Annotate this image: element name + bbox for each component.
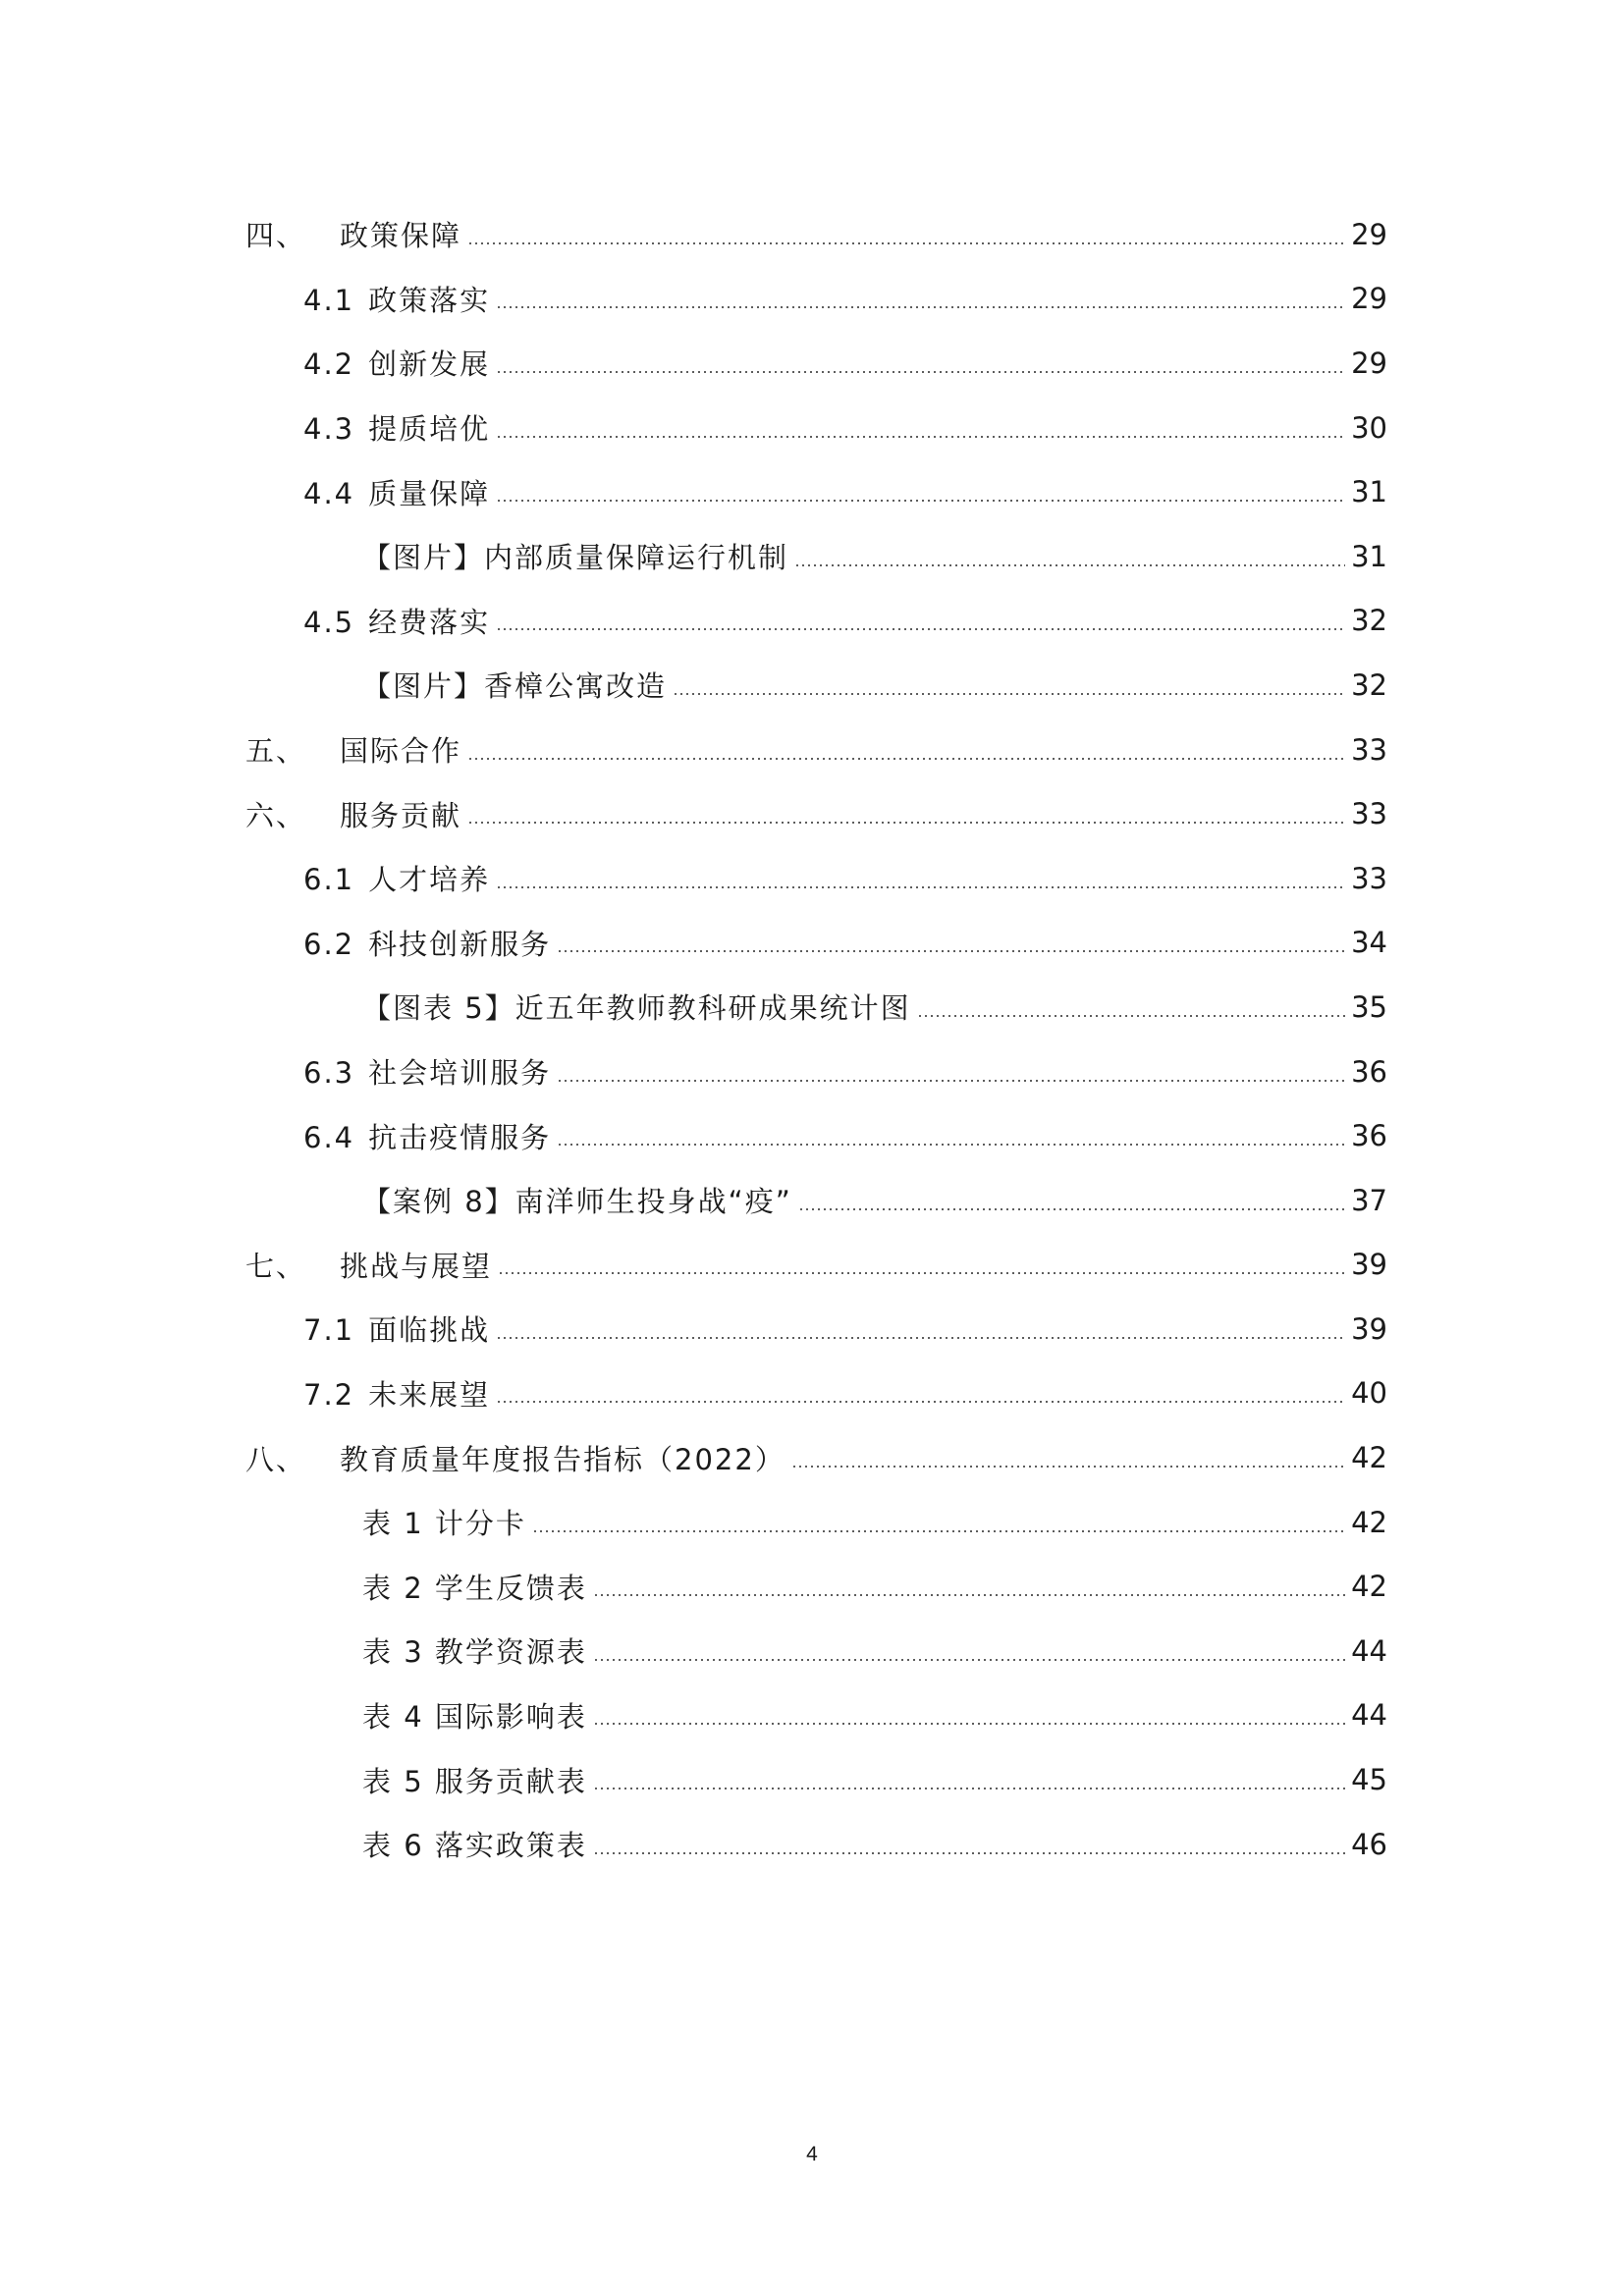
toc-entry-title: 学生反馈表	[434, 1571, 587, 1605]
toc-entry-page: 40	[1351, 1376, 1387, 1411]
toc-entry-title: 【图片】内部质量保障运行机制	[362, 541, 789, 575]
toc-entry[interactable]	[0, 1040, 1624, 1104]
toc-entry[interactable]	[0, 331, 1624, 396]
toc-entry-title: 教育质量年度报告指标（2022）	[340, 1442, 785, 1476]
toc-entry-label	[303, 1116, 551, 1156]
toc-dot-leader	[496, 436, 1345, 438]
toc-entry-number: 八、	[245, 1442, 307, 1476]
toc-entry-number: 4.5	[303, 605, 355, 639]
toc-entry-page: 33	[1351, 797, 1387, 831]
toc-entry-number: 4.1	[303, 283, 355, 317]
toc-entry-label	[362, 1180, 792, 1220]
toc-entry-title: 创新发展	[368, 347, 491, 382]
toc-entry-page: 30	[1351, 410, 1387, 445]
toc-entry[interactable]	[0, 1812, 1624, 1877]
toc-entry-title: 【图片】香樟公寓改造	[362, 669, 668, 704]
toc-dot-leader	[496, 500, 1345, 502]
toc-dot-leader	[496, 306, 1345, 308]
toc-entry-page: 31	[1351, 475, 1387, 509]
toc-entry[interactable]	[0, 1233, 1624, 1298]
toc-entry-label	[362, 1502, 526, 1542]
toc-entry-label	[303, 1373, 490, 1414]
toc-dot-leader	[791, 1466, 1345, 1468]
toc-dot-leader	[496, 1337, 1345, 1339]
toc-entry-number: 表 4	[362, 1699, 424, 1734]
toc-entry-label	[362, 536, 788, 576]
toc-entry-label	[303, 858, 490, 898]
toc-entry-number: 五、	[245, 734, 307, 769]
toc-entry[interactable]	[0, 1297, 1624, 1362]
toc-entry-title: 教学资源表	[434, 1635, 587, 1670]
toc-entry-page: 29	[1351, 282, 1387, 316]
toc-entry-page: 33	[1351, 861, 1387, 895]
toc-entry-number: 4.3	[303, 412, 355, 447]
toc-dot-leader	[496, 628, 1345, 630]
toc-entry-title: 国际合作	[340, 734, 462, 769]
toc-entry-page: 36	[1351, 1054, 1387, 1089]
toc-entry-page: 29	[1351, 217, 1387, 251]
toc-dot-leader	[593, 1659, 1345, 1661]
toc-entry[interactable]	[0, 781, 1624, 846]
toc-entry[interactable]	[0, 1619, 1624, 1683]
toc-entry[interactable]	[0, 459, 1624, 524]
toc-dot-leader	[467, 758, 1345, 760]
toc-dot-leader	[557, 1144, 1345, 1146]
toc-entry-title: 科技创新服务	[368, 927, 552, 961]
toc-entry-title: 挑战与展望	[340, 1249, 493, 1283]
toc-entry[interactable]	[0, 1425, 1624, 1490]
toc-entry[interactable]	[0, 718, 1624, 782]
toc-entry-number: 6.2	[303, 927, 355, 961]
toc-entry-title: 落实政策表	[434, 1829, 587, 1863]
toc-entry[interactable]	[0, 846, 1624, 911]
toc-entry-title: 质量保障	[368, 476, 491, 510]
toc-entry-label	[245, 794, 461, 834]
toc-entry-label	[303, 1051, 551, 1092]
toc-entry-title: 政策保障	[340, 219, 462, 253]
toc-entry-label	[303, 472, 490, 512]
toc-dot-leader	[467, 242, 1345, 244]
toc-entry[interactable]	[0, 975, 1624, 1040]
toc-entry-number: 6.1	[303, 863, 355, 897]
toc-entry-number: 六、	[245, 798, 307, 832]
toc-entry[interactable]	[0, 1554, 1624, 1619]
toc-entry-number: 表 5	[362, 1764, 424, 1798]
toc-entry-label	[362, 1630, 587, 1671]
toc-entry-page: 36	[1351, 1119, 1387, 1153]
toc-entry-title: 抗击疫情服务	[368, 1120, 552, 1154]
toc-entry[interactable]	[0, 1168, 1624, 1233]
toc-entry-title: 【案例 8】南洋师生投身战“疫”	[362, 1185, 792, 1219]
toc-entry-title: 提质培优	[368, 412, 491, 447]
toc-entry-page: 32	[1351, 667, 1387, 702]
toc-entry-title: 未来展望	[368, 1377, 491, 1412]
toc-dot-leader	[593, 1723, 1345, 1725]
toc-dot-leader	[467, 822, 1345, 824]
toc-entry-page: 35	[1351, 989, 1387, 1024]
toc-dot-leader	[798, 1208, 1345, 1210]
toc-entry-number: 7.1	[303, 1313, 355, 1348]
toc-entry[interactable]	[0, 1490, 1624, 1555]
toc-entry-label	[245, 1245, 492, 1285]
toc-entry[interactable]	[0, 589, 1624, 654]
toc-entry-number: 4.4	[303, 476, 355, 510]
toc-entry-page: 42	[1351, 1505, 1387, 1539]
toc-entry-page: 37	[1351, 1183, 1387, 1217]
toc-entry[interactable]	[0, 653, 1624, 718]
toc-entry-page: 46	[1351, 1827, 1387, 1861]
toc-entry-page: 32	[1351, 604, 1387, 638]
toc-dot-leader	[593, 1594, 1345, 1596]
toc-entry-number: 7.2	[303, 1377, 355, 1412]
toc-dot-leader	[496, 1401, 1345, 1403]
toc-entry-title: 【图表 5】近五年教师教科研成果统计图	[362, 991, 911, 1026]
toc-entry-label	[303, 1308, 490, 1349]
toc-entry[interactable]	[0, 524, 1624, 589]
toc-entry-number: 表 6	[362, 1829, 424, 1863]
toc-entry-title: 经费落实	[368, 605, 491, 639]
toc-entry-page: 42	[1351, 1441, 1387, 1475]
toc-entry-label	[362, 1695, 587, 1735]
toc-entry-page: 34	[1351, 926, 1387, 960]
toc-entry-title: 人才培养	[368, 863, 491, 897]
toc-entry-title: 计分卡	[434, 1507, 526, 1541]
toc-entry-label	[303, 601, 490, 641]
toc-entry-label	[303, 279, 490, 319]
toc-entry-label	[303, 343, 490, 383]
toc-entry-number: 4.2	[303, 347, 355, 382]
toc-entry-page: 29	[1351, 346, 1387, 380]
toc-entry-page: 39	[1351, 1248, 1387, 1282]
toc-dot-leader	[496, 371, 1345, 373]
toc-dot-leader	[673, 693, 1345, 695]
toc-dot-leader	[794, 564, 1345, 566]
toc-entry-number: 6.3	[303, 1056, 355, 1091]
toc-entry-number: 表 3	[362, 1635, 424, 1670]
toc-entry-title: 社会培训服务	[368, 1056, 552, 1091]
toc-entry-label	[362, 1760, 587, 1800]
toc-entry-label	[303, 923, 551, 963]
toc-entry-title: 服务贡献表	[434, 1764, 587, 1798]
toc-entry-page: 42	[1351, 1570, 1387, 1604]
toc-entry-title: 政策落实	[368, 283, 491, 317]
toc-dot-leader	[557, 1080, 1345, 1082]
toc-entry-title: 面临挑战	[368, 1313, 491, 1348]
page-number: 4	[806, 2143, 818, 2165]
toc-entry-label	[245, 729, 461, 770]
toc-entry-label	[362, 1567, 587, 1607]
toc-entry-number: 表 2	[362, 1571, 424, 1605]
toc-entry-number: 表 1	[362, 1507, 424, 1541]
toc-entry-label	[362, 987, 911, 1027]
toc-entry-label	[303, 407, 490, 448]
table-of-contents	[0, 202, 1624, 1876]
toc-dot-leader	[917, 1015, 1345, 1017]
toc-entry-label	[245, 214, 461, 254]
toc-entry-title: 服务贡献	[340, 798, 462, 832]
toc-entry[interactable]	[0, 267, 1624, 332]
toc-dot-leader	[496, 886, 1345, 888]
toc-dot-leader	[498, 1272, 1345, 1274]
toc-entry-label	[362, 665, 667, 705]
toc-entry-number: 6.4	[303, 1120, 355, 1154]
toc-entry-number: 四、	[245, 219, 307, 253]
toc-entry[interactable]	[0, 396, 1624, 460]
toc-dot-leader	[557, 950, 1345, 952]
toc-entry[interactable]	[0, 1683, 1624, 1748]
toc-dot-leader	[532, 1530, 1345, 1532]
toc-entry[interactable]	[0, 1747, 1624, 1812]
toc-entry-page: 31	[1351, 539, 1387, 573]
toc-entry-page: 45	[1351, 1763, 1387, 1797]
toc-entry-label	[362, 1824, 587, 1864]
toc-entry-page: 44	[1351, 1698, 1387, 1733]
toc-entry-page: 39	[1351, 1311, 1387, 1346]
toc-entry[interactable]	[0, 911, 1624, 976]
toc-entry-number: 七、	[245, 1249, 307, 1283]
toc-dot-leader	[593, 1852, 1345, 1854]
toc-entry[interactable]	[0, 1362, 1624, 1426]
toc-entry-page: 33	[1351, 732, 1387, 767]
toc-entry[interactable]	[0, 202, 1624, 267]
toc-entry[interactable]	[0, 1103, 1624, 1168]
toc-dot-leader	[593, 1788, 1345, 1789]
toc-entry-label	[245, 1438, 785, 1478]
toc-entry-page: 44	[1351, 1633, 1387, 1668]
toc-entry-title: 国际影响表	[434, 1699, 587, 1734]
